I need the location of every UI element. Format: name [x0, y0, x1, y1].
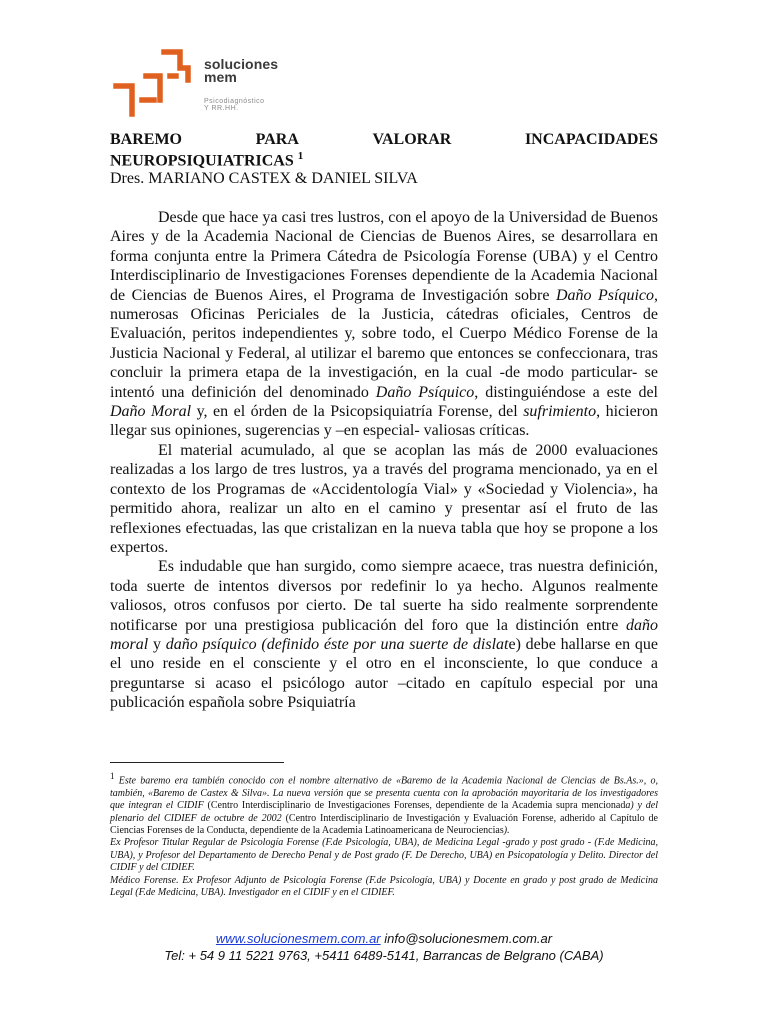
title-word: NEUROPSIQUIATRICAS: [110, 152, 294, 170]
paragraph-2: El material acumulado, al que se acoplan las más de 2000 evaluaciones realizadas a los largo de tres lustros, ya a través del programa mencionado, ya en el contexto de los Programas de «Accidentología Vial» y «Sociedad y Violencia», ha permitido ahora, realizar un alto en el camino y presentar así el fruto de las reflexiones efectuadas, las que cristalizan en la nueva tabla que hoy se propone a los expertos.: [110, 441, 658, 556]
brand-name-line2: mem: [204, 69, 237, 85]
paragraph-1: [110, 208, 658, 441]
footnote-divider: [110, 762, 284, 763]
text-run: y, en el órden de la Psicopsiquiatría Forense, del: [191, 403, 524, 421]
company-logo: [112, 44, 312, 120]
footnote-3: [110, 875, 658, 900]
text-run: , hicieron llegar sus opiniones, sugerencias y –en especial- valiosas críticas.: [110, 403, 659, 440]
text-run-italic: a) y del plenario del CIDIEF de octubre de 2002: [110, 800, 658, 824]
footer-contact: Tel: + 54 9 11 5221 9763, +5411 6489-5141, Barrancas de Belgrano (CABA): [164, 948, 604, 963]
text-run-italic: daño psíquico (definido éste por una suerte de dislat: [165, 635, 509, 653]
text-run-italic: Daño Psíquico: [375, 383, 475, 401]
logo-mark-icon: [112, 44, 196, 122]
text-run-italic: Daño Moral: [110, 403, 192, 421]
text-run-italic: ).: [503, 824, 510, 836]
title-word: PARA: [255, 131, 299, 148]
paragraph-3: [110, 557, 658, 712]
body-text: [110, 208, 658, 713]
footer-line-1: [0, 930, 768, 947]
brand-name-line1: soluciones: [204, 56, 279, 72]
title-line-1: [110, 131, 658, 148]
brand-text: [204, 58, 278, 112]
footnotes: [110, 770, 658, 899]
text-run-italic: Médico Forense. Ex Profesor Adjunto de Psicología Forense (F.de Psicología, UBA) y Docente en grado y post grado de Medicina Legal (F.de Medicina, UBA). Investigador en el CIDIF y en el CIDIEF.: [110, 874, 658, 898]
text-run: (Centro Interdisciplinario de Investigación y Evaluación Forense, adherido al Capítulo de Ciencias Forenses de la Conducta, dependiente de la Academia Latinoamericana de Neurociencias: [110, 812, 658, 836]
text-run: Es indudable que han surgido, como siempre acaece, tras nuestra definición, toda suerte de intentos diversos por redefinir lo ya hecho. Algunos realmente valiosos, otros confusos por cierto. De tal suerte ha sido realmente sorprendente notificarse por una prestigiosa publicación del foro que la distinción entre: [110, 558, 658, 634]
page-footer: [0, 930, 768, 964]
text-run: Desde que hace ya casi tres lustros, con el apoyo de la Universidad de Buenos Aires y de la Academia Nacional de Ciencias de Buenos Aires, se desarrollara en forma conjunta entre la Primera Cátedra de Psicología Forense (UBA) y el Centro Interdisciplinario de Investigaciones Forenses dependiente de la Academia Nacional de Ciencias de Buenos Aires, el Programa de Investigación sobre: [110, 209, 658, 304]
title-line-2: [110, 148, 658, 169]
brand-tagline-line1: Psicodiagnóstico: [204, 98, 265, 105]
text-run-italic: Este baremo era también conocido con el nombre alternativo de «Baremo de la Academia Nacional de Ciencias de Bs.As.», o, también, «Baremo de Castex & Silva». La nueva versión que se presenta cuenta con la aprobación mayoritaria de los investigadores que integran el CIDIF: [110, 775, 658, 812]
authors-line: Dres. MARIANO CASTEX & DANIEL SILVA: [110, 170, 418, 187]
text-run-italic: Ex Profesor Titular Regular de Psicología Forense (F.de Psicología, UBA), de Medicina Legal -grado y post grado - (F.de Medicina, UBA), y Profesor del Departamento de Derecho Penal y de Post grado (F. De Derecho, UBA) en Psicopatología y Delito. Director del CIDIF y del CIDIEF.: [110, 837, 658, 874]
document-title: [110, 131, 658, 169]
text-run: e) debe hallarse en que el uno reside en el consciente y el otro en el inconsciente, lo que conduce a preguntarse si acaso el psicólogo autor –citado en capítulo especial por una publicación española sobre Psiquiatría: [110, 635, 659, 712]
text-run: (Centro Interdisciplinario de Investigaciones Forenses, dependiente de la Academia supra mencionad: [207, 800, 626, 812]
footnote-number: 1: [110, 771, 115, 781]
title-word: VALORAR: [372, 131, 452, 148]
footnote-2: [110, 837, 658, 874]
email-text: info@solucionesmem.com.ar: [380, 931, 553, 946]
text-run-italic: daño moral: [110, 616, 658, 653]
text-run-italic: Daño Psíquico: [555, 286, 654, 304]
text-run: y: [148, 635, 166, 653]
footnote-1: [110, 770, 658, 837]
title-word: INCAPACIDADES: [524, 131, 658, 148]
text-run-italic: sufrimiento: [523, 403, 597, 421]
brand-tagline-line2: Y RR.HH.: [204, 105, 239, 112]
footnote-ref: 1: [297, 150, 304, 162]
title-word: BAREMO: [110, 131, 182, 148]
text-run: , numerosas Oficinas Periciales de la Justicia, cátedras oficiales, Centros de Evaluación, peritos independientes y, sobre todo, el Cuerpo Médico Forense de la Justicia Nacional y Federal, al utilizar el baremo que entonces se confeccionara, tras concluir la primera etapa de la investigación, en la cual -de modo particular- se intentó una definición del denominado: [110, 286, 658, 401]
website-link[interactable]: www.solucionesmem.com.ar: [215, 931, 381, 946]
text-run: , distinguiéndose a este del: [474, 383, 659, 401]
